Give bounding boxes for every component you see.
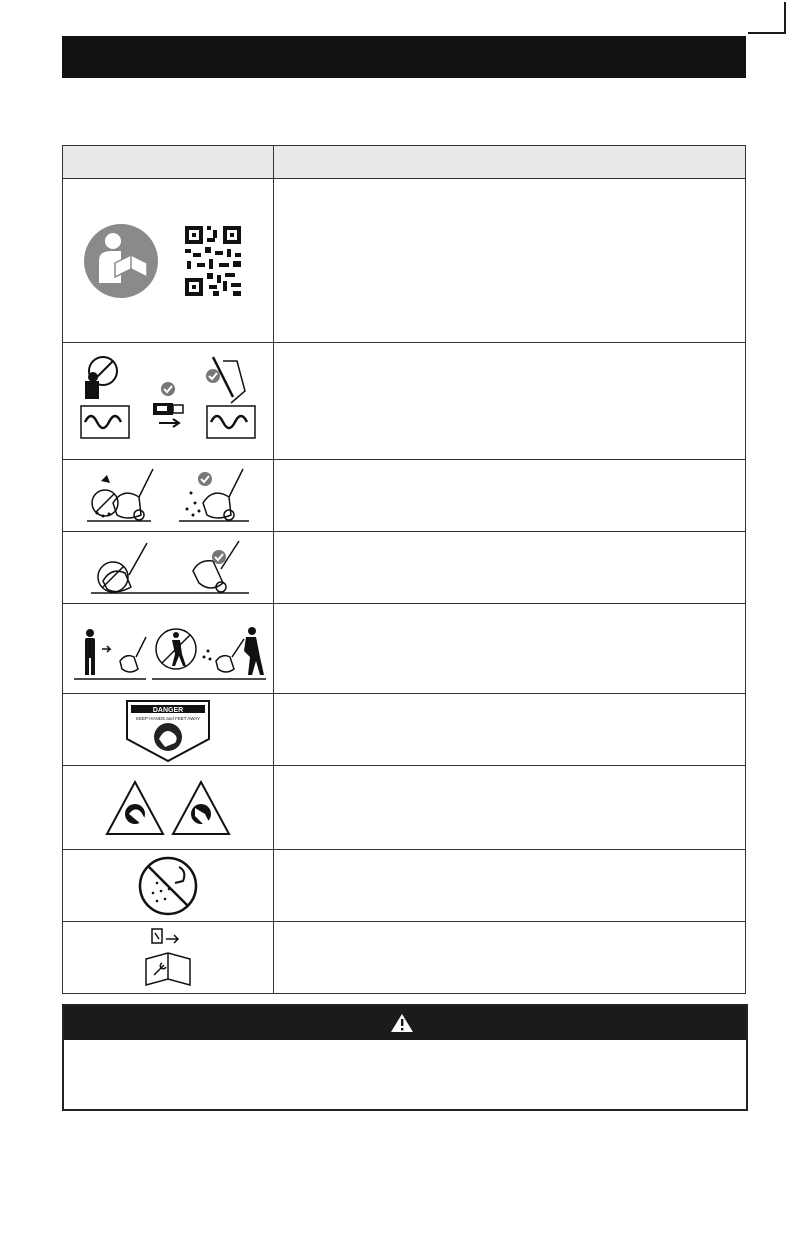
- meaning-cell: [274, 604, 746, 694]
- symbol-column-header: [63, 146, 274, 179]
- table-row: [63, 343, 746, 460]
- table-row: [63, 604, 746, 694]
- warning-body: [64, 1040, 746, 1060]
- meaning-column-header: [274, 146, 746, 179]
- section-title-bar: [62, 36, 746, 78]
- symbol-cell: [63, 922, 274, 994]
- hand-and-foot-entanglement-icon: [103, 778, 233, 838]
- meaning-cell: [274, 850, 746, 922]
- table-row: [63, 460, 746, 532]
- meaning-cell: [274, 922, 746, 994]
- symbol-cell: [63, 532, 274, 604]
- do-not-tip-machine-icon: [73, 535, 263, 601]
- warning-header: [64, 1006, 746, 1040]
- page-corner-mark: [748, 2, 786, 34]
- meaning-cell: [274, 694, 746, 766]
- qr-code-icon: [185, 226, 241, 296]
- meaning-cell: [274, 343, 746, 460]
- symbol-cell: [63, 766, 274, 850]
- table-row: [63, 532, 746, 604]
- meaning-cell: [274, 179, 746, 343]
- symbol-cell: [63, 343, 274, 460]
- symbol-cell: [63, 460, 274, 532]
- danger-decal-heading: DANGER: [152, 706, 184, 714]
- remove-key-and-see-manual-icon: [138, 925, 198, 991]
- no-water-spray-icon: [135, 853, 201, 919]
- symbol-cell: [63, 179, 274, 343]
- symbol-cell: [63, 850, 274, 922]
- keep-bystanders-away-icon: [68, 609, 268, 689]
- clear-chute-with-tool-icon: [73, 351, 263, 451]
- meaning-cell: [274, 460, 746, 532]
- meaning-cell: [274, 532, 746, 604]
- warning-triangle-icon: [390, 1013, 414, 1033]
- danger-decal-subtext: KEEP HANDS and FEET AWAY: [136, 715, 200, 721]
- table-row: [63, 922, 746, 994]
- table-row: [63, 179, 746, 343]
- section-title: [62, 47, 72, 67]
- symbols-table: [62, 145, 746, 994]
- symbol-cell: [63, 694, 274, 766]
- table-header-row: [63, 146, 746, 179]
- warning-box: [62, 1004, 748, 1111]
- meaning-cell: [274, 766, 746, 850]
- danger-decal-icon: [123, 697, 213, 763]
- symbol-cell: [63, 604, 274, 694]
- table-row: [63, 766, 746, 850]
- table-row: [63, 694, 746, 766]
- read-manual-icon: [73, 211, 263, 311]
- table-row: [63, 850, 746, 922]
- thrown-objects-icon: [73, 463, 263, 529]
